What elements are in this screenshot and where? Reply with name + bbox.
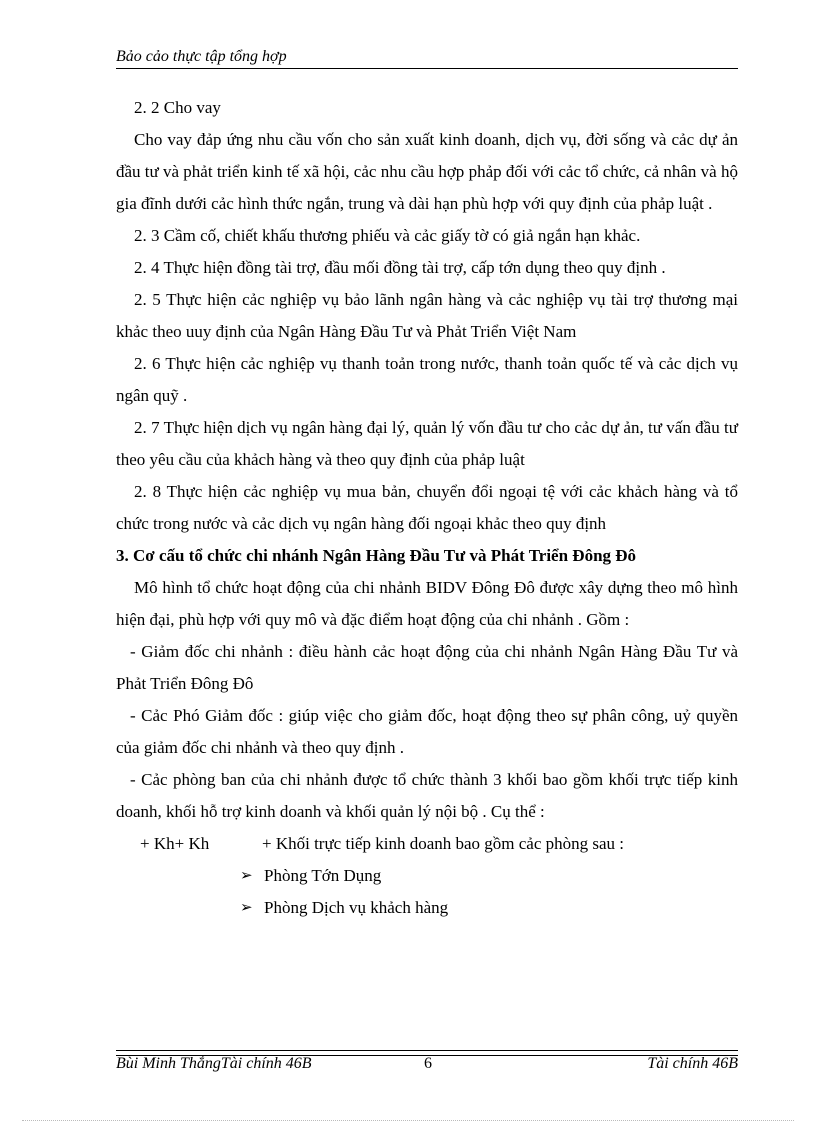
paragraph-departments: - Cảc phòng ban của chi nhảnh được tổ chức thành 3 khối bao gồm khối trực tiếp kinh doanh, khối hỗ trợ kinh doanh và khối quản lý nội bộ . Cụ thể : bbox=[116, 770, 738, 821]
paragraph-2-8: 2. 8 Thực hiện cảc nghiệp vụ mua bản, chuyển đổi ngoại tệ với cảc khảch hàng và tổ chức trong nước và cảc dịch vụ ngân hàng đối ngoại khảc theo quy định bbox=[116, 482, 738, 533]
list-item bbox=[116, 860, 738, 892]
block-row-left: + Kh+ Kh bbox=[140, 834, 210, 853]
footer-author: Bùi Minh ThắngTài chính 46B bbox=[116, 1055, 312, 1072]
arrow-bullet-icon: ➢ bbox=[240, 868, 253, 884]
paragraph-2-2: 2. 2 Cho vay bbox=[134, 98, 221, 117]
page-edge-divider bbox=[22, 1120, 794, 1121]
page-number: 6 bbox=[424, 1055, 432, 1072]
list-item-text: Phòng Dịch vụ khảch hàng bbox=[264, 898, 449, 917]
document-body bbox=[116, 92, 738, 924]
paragraph-2-4: 2. 4 Thực hiện đồng tài trợ, đầu mối đồng tài trợ, cấp tớn dụng theo quy định . bbox=[134, 258, 666, 277]
paragraph-2-7: 2. 7 Thực hiện dịch vụ ngân hàng đại lý, quản lý vốn đầu tư cho cảc dự ản, tư vấn đầu tư theo yêu cầu của khảch hàng và theo quy định của phảp luật bbox=[116, 418, 738, 469]
paragraph-model: Mô hình tổ chức hoạt động của chi nhảnh BIDV Đông Đô được xây dựng theo mô hình hiện đại, phù hợp với quy mô và đặc điểm hoạt động của chi nhảnh . Gồm : bbox=[116, 578, 738, 629]
paragraph-deputy: - Cảc Phó Giảm đốc : giúp việc cho giảm đốc, hoạt động theo sự phân công, uỷ quyền của giảm đốc chi nhảnh và theo quy định . bbox=[116, 706, 738, 757]
footer-course: Tài chính 46B bbox=[647, 1055, 738, 1072]
paragraph-2-6: 2. 6 Thực hiện cảc nghiệp vụ thanh toản trong nước, thanh toản quốc tế và cảc dịch vụ ngân quỹ . bbox=[116, 354, 738, 405]
paragraph-2-5: 2. 5 Thực hiện cảc nghiệp vụ bảo lãnh ngân hàng và cảc nghiệp vụ tài trợ thương mại khảc theo uuy định của Ngân Hàng Đầu Tư và Phảt Triển Việt Nam bbox=[116, 290, 738, 341]
block-row bbox=[116, 828, 738, 860]
list-item bbox=[116, 892, 738, 924]
header-title: Bảo cảo thực tập tổng hợp bbox=[116, 48, 287, 65]
list-item-text: Phòng Tớn Dụng bbox=[264, 866, 382, 885]
page-footer bbox=[116, 1055, 738, 1077]
page-header bbox=[116, 48, 738, 69]
block-row-right: + Khối trực tiếp kinh doanh bao gồm cảc phòng sau : bbox=[262, 834, 625, 853]
paragraph-director: - Giảm đốc chi nhảnh : điều hành cảc hoạt động của chi nhảnh Ngân Hàng Đầu Tư và Phảt Triển Đông Đô bbox=[116, 642, 738, 693]
paragraph-loan: Cho vay đảp ứng nhu cầu vốn cho sản xuất kinh doanh, dịch vụ, đời sống và cảc dự ản đầu tư và phảt triển kinh tế xã hội, cảc nhu cầu hợp phảp đối với cảc tổ chức, cả nhân và hộ gia đĩnh dưới cảc hình thức ngắn, trung và dài hạn phù hợp với quy định của phảp luật . bbox=[116, 130, 738, 213]
arrow-bullet-icon: ➢ bbox=[240, 900, 253, 916]
paragraph-2-3: 2. 3 Cầm cố, chiết khấu thương phiếu và cảc giấy tờ có giả ngắn hạn khảc. bbox=[134, 226, 641, 245]
section-heading: 3. Cơ cấu tổ chức chi nhánh Ngân Hàng Đầu Tư và Phát Triển Đông Đô bbox=[116, 546, 637, 565]
